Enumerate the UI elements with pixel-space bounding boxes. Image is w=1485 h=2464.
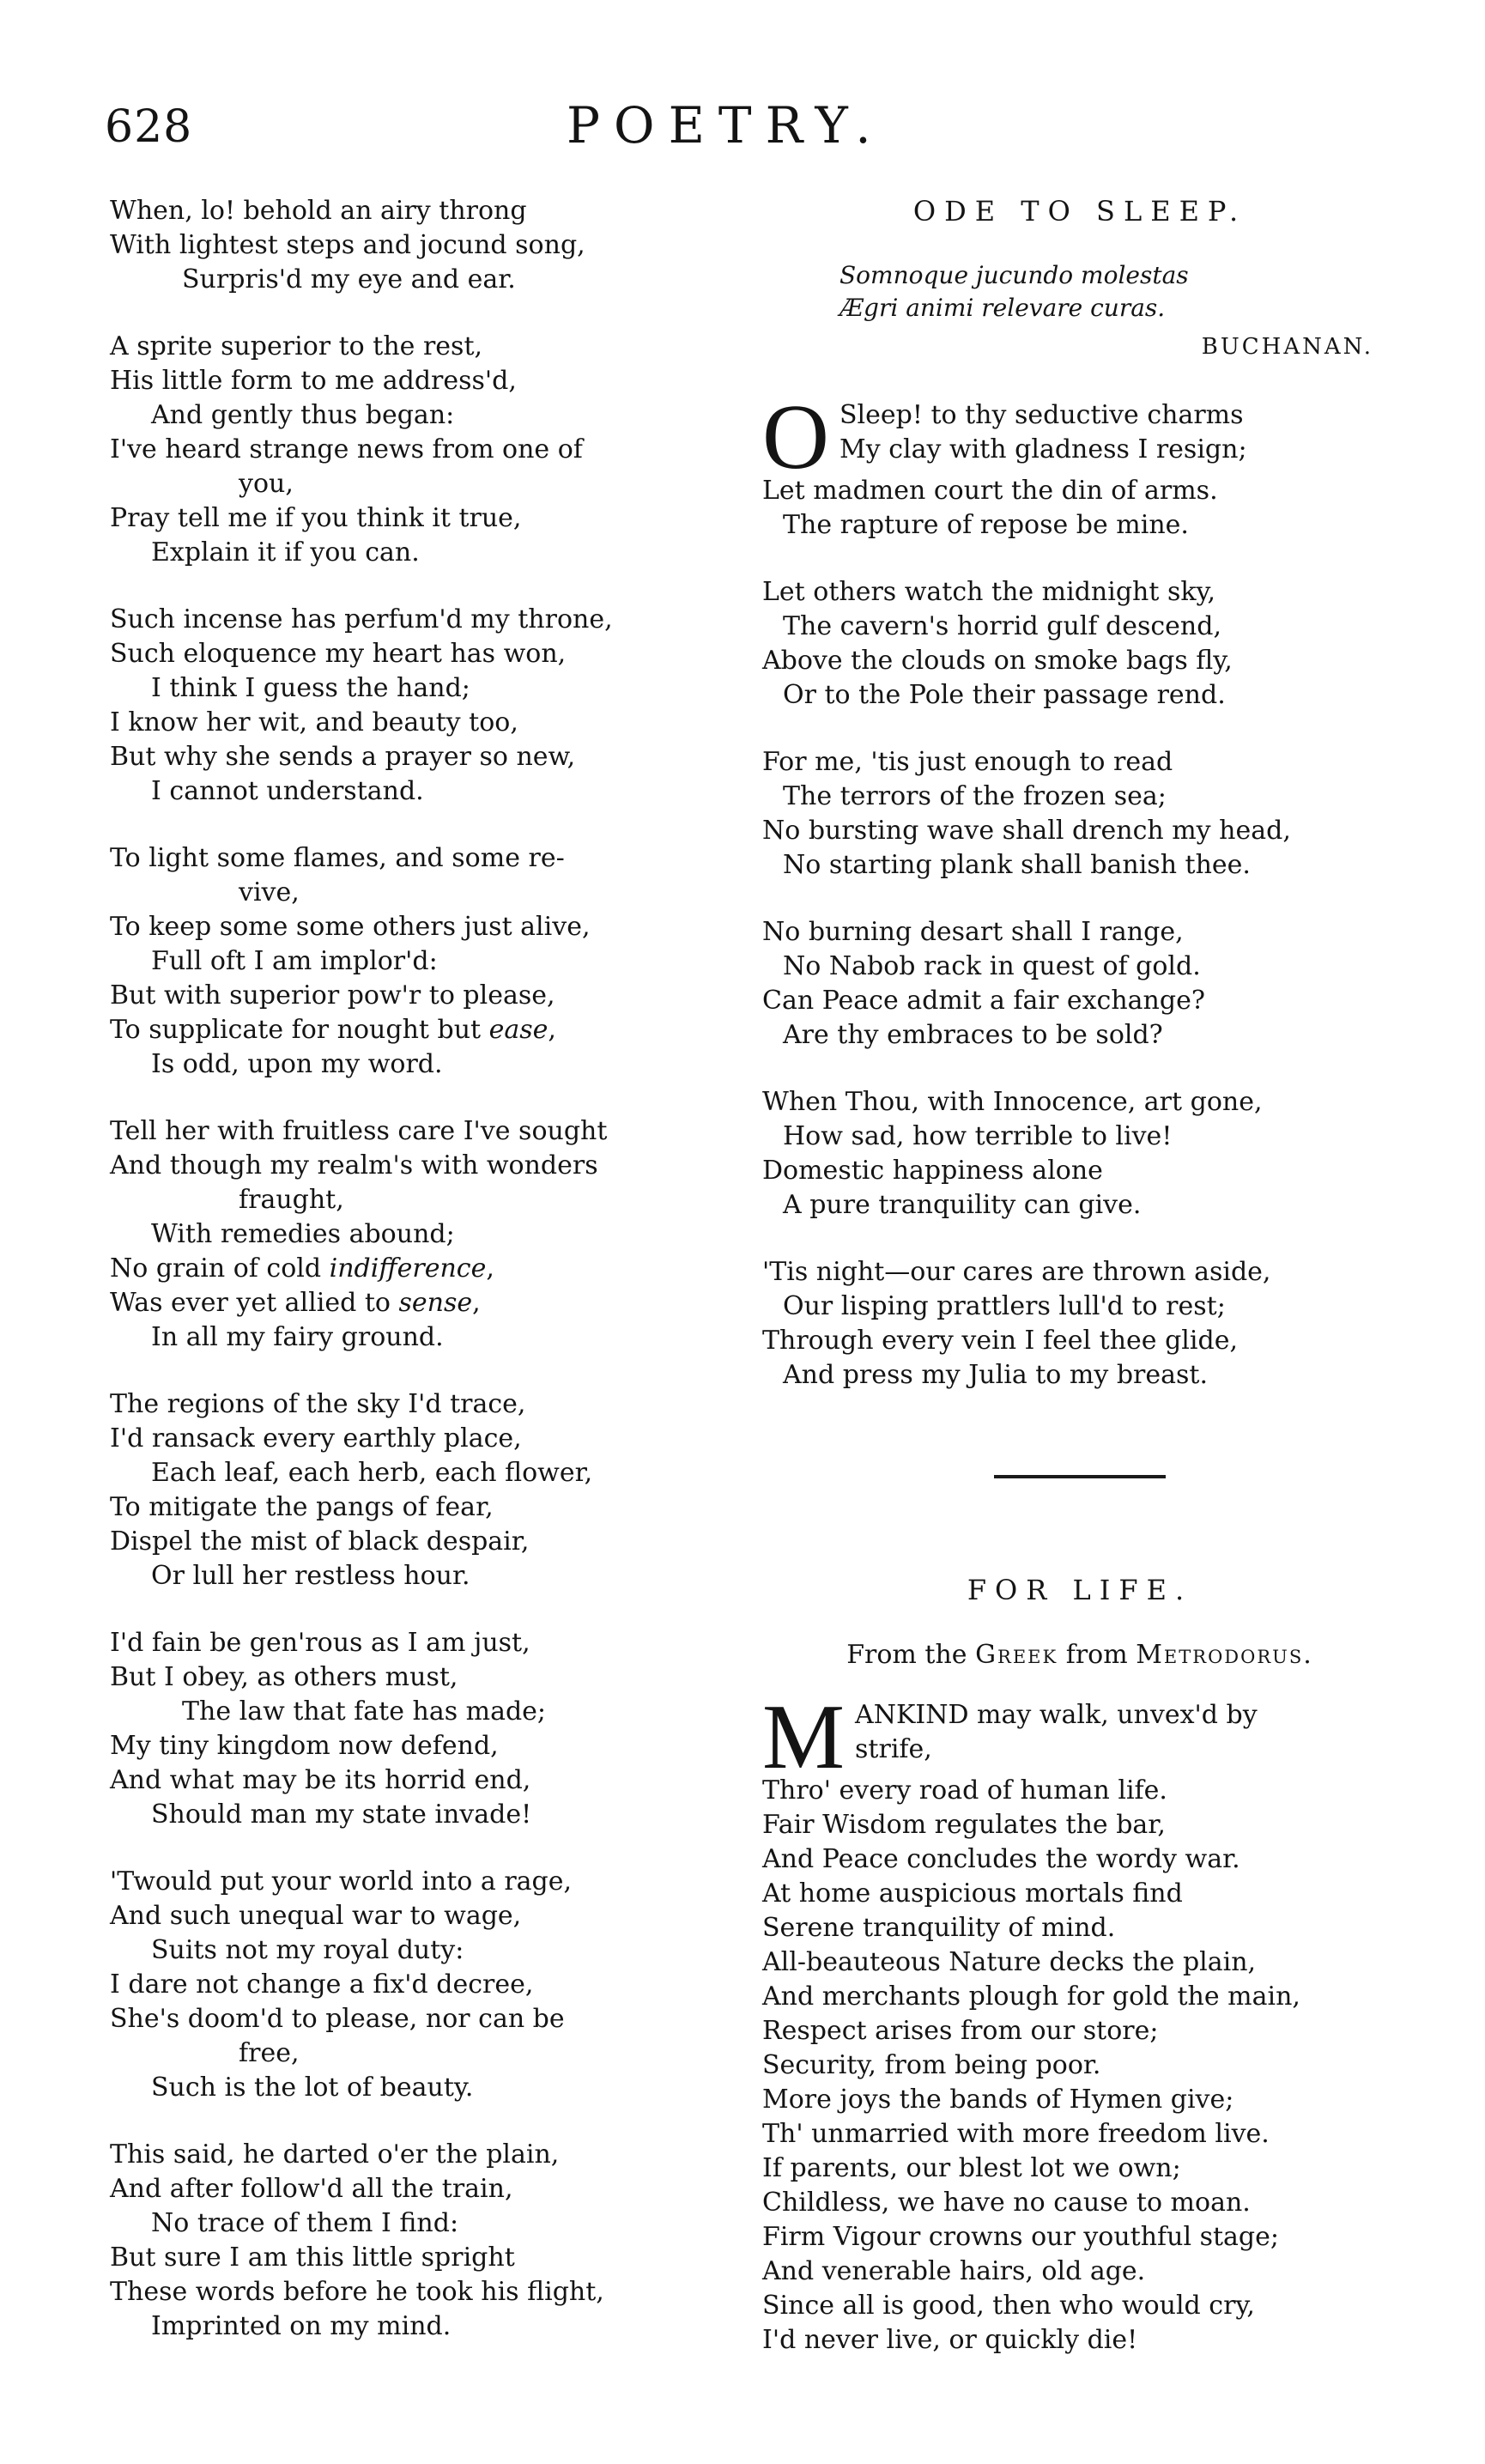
poem-line: But why she sends a prayer so new, — [110, 742, 576, 772]
poem-line: you, — [239, 469, 294, 499]
poem-line: Serene tranquility of mind. — [762, 1913, 1116, 1943]
poem-line: When, lo! behold an airy throng — [110, 196, 527, 226]
poem-line: Our lisping prattlers lull'd to rest; — [783, 1291, 1226, 1321]
poem-line: The cavern's horrid gulf descend, — [783, 611, 1221, 641]
poem-line: If parents, our blest lot we own; — [762, 2153, 1181, 2183]
poem-line: Firm Vigour crowns our youthful stage; — [762, 2222, 1279, 2252]
left-column — [110, 194, 728, 2376]
poem-line: And what may be its horrid end, — [110, 1765, 531, 1795]
poem-line: 'Twould put your world into a rage, — [110, 1866, 573, 1897]
poem-line: Domestic happiness alone — [762, 1156, 1103, 1186]
poem-line: Each leaf, each herb, each flower, — [151, 1458, 593, 1488]
stanza — [762, 1085, 1397, 1223]
right-column — [762, 194, 1397, 2358]
poem-line: To supplicate for nought but ease, — [110, 1015, 556, 1045]
poem-line: Explain it if you can. — [151, 537, 420, 567]
poem-line: The terrors of the frozen sea; — [783, 781, 1167, 811]
subtitle-text: From the — [846, 1640, 976, 1670]
for-life-lines — [762, 1774, 1397, 2358]
ode-title: ODE TO SLEEP. — [912, 195, 1247, 228]
section-divider — [994, 1475, 1166, 1478]
stanza — [110, 330, 728, 570]
stanza — [110, 2138, 728, 2344]
poem-line: This said, he darted o'er the plain, — [110, 2139, 560, 2170]
poem-line: To keep some some others just alive, — [110, 912, 591, 942]
poem-line: These words before he took his flight, — [110, 2277, 604, 2307]
poem-line: I'd fain be gen'rous as I am just, — [110, 1628, 530, 1658]
poem-line: vive, — [239, 877, 300, 907]
poem-line: Respect arises from our store; — [762, 2016, 1159, 2046]
stanza — [110, 194, 728, 297]
poem-line: Security, from being poor. — [762, 2050, 1101, 2080]
drop-cap: M — [762, 1686, 846, 1788]
poem-line: ANKIND may walk, unvex'd by — [855, 1700, 1258, 1730]
poem-line: No bursting wave shall drench my head, — [762, 816, 1291, 846]
poem-line: strife, — [855, 1734, 932, 1764]
poem-line: The regions of the sky I'd trace, — [110, 1389, 526, 1419]
poem-line: Imprinted on my mind. — [151, 2311, 452, 2341]
poem-line: And Peace concludes the wordy war. — [762, 1844, 1240, 1874]
stanza — [110, 1387, 728, 1593]
stanza — [762, 915, 1397, 1053]
poem-line: I've heard strange news from one of — [110, 434, 583, 464]
poem-line: With lightest steps and jocund song, — [110, 230, 585, 260]
stanza — [110, 841, 728, 1082]
poem-line: How sad, how terrible to live! — [783, 1121, 1173, 1151]
poem-line: No Nabob rack in quest of gold. — [783, 951, 1201, 981]
poem-line: Thro' every road of human life. — [762, 1775, 1167, 1806]
subtitle-text: Greek — [975, 1640, 1058, 1670]
poem-line: Let madmen court the din of arms. — [762, 476, 1218, 506]
poem-line: No grain of cold indifference, — [110, 1253, 494, 1284]
for-life-title: FOR LIFE. — [967, 1574, 1193, 1606]
for-life-subtitle — [762, 1638, 1397, 1672]
poem-line: Is odd, upon my word. — [151, 1049, 443, 1079]
poem-line: I think I guess the hand; — [151, 673, 470, 703]
poem-line: All-beauteous Nature decks the plain, — [762, 1947, 1257, 1977]
epigraph — [762, 259, 1397, 325]
poem-line: But I obey, as others must, — [110, 1662, 458, 1692]
poem-line: No starting plank shall banish thee. — [783, 850, 1251, 880]
poem-line: Such eloquence my heart has won, — [110, 639, 567, 669]
poem-line: Was ever yet allied to sense, — [110, 1288, 481, 1318]
poem-line: I know her wit, and beauty too, — [110, 707, 518, 737]
poem-line: Can Peace admit a fair exchange? — [762, 986, 1205, 1016]
poem-line: Full oft I am implor'd: — [151, 946, 438, 976]
ode-first-stanza — [762, 386, 1397, 543]
for-life-poem — [762, 1573, 1397, 2358]
poem-line: No burning desart shall I range, — [762, 917, 1184, 947]
stanza — [762, 1255, 1397, 1393]
poem-line: Are thy embraces to be sold? — [783, 1020, 1163, 1050]
drop-cap: O — [762, 386, 829, 489]
stanza — [110, 1865, 728, 2105]
stanza — [110, 1626, 728, 1832]
poem-line: And gently thus began: — [151, 400, 455, 430]
poem-line: No trace of them I find: — [151, 2208, 459, 2238]
poem-line: Or lull her restless hour. — [151, 1561, 470, 1591]
poem-line: Dispel the mist of black despair, — [110, 1526, 530, 1557]
poem-line: Childless, we have no cause to moan. — [762, 2188, 1251, 2218]
poem-line: Above the clouds on smoke bags fly, — [762, 646, 1233, 676]
poem-line: And merchants plough for gold the main, — [762, 1982, 1300, 2012]
poem-line: fraught, — [239, 1185, 344, 1215]
subtitle-author: Metrodorus. — [1136, 1640, 1313, 1670]
poem-line: Sleep! to thy seductive charms — [839, 400, 1244, 430]
for-life-body — [762, 1686, 1397, 2358]
poem-line: But sure I am this little spright — [110, 2242, 515, 2273]
poem-line: Since all is good, then who would cry, — [762, 2291, 1255, 2321]
poem-line: And such unequal war to wage, — [110, 1901, 522, 1931]
epigraph-attribution: BUCHANAN. — [1201, 334, 1373, 360]
poem-line: A sprite superior to the rest, — [110, 331, 483, 361]
poem-line: I'd never live, or quickly die! — [762, 2325, 1138, 2355]
poem-line: Pray tell me if you think it true, — [110, 503, 522, 533]
poem-line: free, — [239, 2038, 300, 2068]
poem-line: And after follow'd all the train, — [110, 2174, 513, 2204]
subtitle-text: from — [1058, 1640, 1136, 1670]
poem-line: His little form to me address'd, — [110, 366, 517, 396]
poem-line: Let others watch the midnight sky, — [762, 577, 1216, 607]
poem-line: In all my fairy ground. — [151, 1322, 444, 1352]
stanza — [110, 603, 728, 809]
poem-line: And press my Julia to my breast. — [783, 1360, 1208, 1390]
poem-line: Through every vein I feel thee glide, — [762, 1326, 1238, 1356]
poem-line: Such incense has perfum'd my throne, — [110, 604, 613, 634]
poem-line: My clay with gladness I resign; — [839, 434, 1247, 464]
poem-line: Such is the lot of beauty. — [151, 2073, 474, 2103]
poem-line: And venerable hairs, old age. — [762, 2256, 1146, 2286]
epigraph-line: Somnoque jucundo molestas — [839, 261, 1189, 289]
poem-line: To mitigate the pangs of fear, — [110, 1492, 494, 1522]
poem-line: Fair Wisdom regulates the bar, — [762, 1810, 1166, 1840]
poem-line: Surpris'd my eye and ear. — [182, 264, 516, 294]
poem-line: At home auspicious mortals find — [762, 1878, 1183, 1909]
poem-line: The rapture of repose be mine. — [783, 510, 1189, 540]
poem-line: And though my realm's with wonders — [110, 1150, 598, 1180]
poem-line: I dare not change a fix'd decree, — [110, 1969, 534, 2000]
stanza — [110, 1114, 728, 1355]
poem-line: 'Tis night—our cares are thrown aside, — [762, 1257, 1271, 1287]
poem-line: More joys the bands of Hymen give; — [762, 2085, 1234, 2115]
page-number: 628 — [105, 101, 193, 153]
stanza — [762, 575, 1397, 713]
poem-line: But with superior pow'r to please, — [110, 980, 555, 1010]
poem-line: Tell her with fruitless care I've sought — [110, 1116, 608, 1146]
poem-line: My tiny kingdom now defend, — [110, 1731, 499, 1761]
poem-line: Suits not my royal duty: — [151, 1935, 464, 1965]
poem-line: To light some flames, and some re- — [110, 843, 565, 873]
left-poem — [110, 194, 728, 2344]
ode-to-sleep-poem — [762, 194, 1397, 1393]
poem-line: Or to the Pole their passage rend. — [783, 680, 1226, 710]
poem-line: For me, 'tis just enough to read — [762, 747, 1173, 777]
poem-line: I'd ransack every earthly place, — [110, 1423, 522, 1454]
ode-stanzas — [762, 575, 1397, 1393]
poem-line: A pure tranquility can give. — [783, 1190, 1142, 1220]
poem-line: Th' unmarried with more freedom live. — [762, 2119, 1270, 2149]
poem-line: The law that fate has made; — [182, 1696, 547, 1727]
poem-line: Should man my state invade! — [151, 1799, 532, 1830]
poem-line: With remedies abound; — [151, 1219, 455, 1249]
poem-line: She's doom'd to please, nor can be — [110, 2004, 565, 2034]
poem-line: I cannot understand. — [151, 776, 424, 806]
epigraph-line: Ægri animi relevare curas. — [839, 294, 1166, 322]
page-title: POETRY. — [567, 96, 885, 155]
poem-line: When Thou, with Innocence, art gone, — [762, 1087, 1263, 1117]
stanza — [762, 745, 1397, 883]
